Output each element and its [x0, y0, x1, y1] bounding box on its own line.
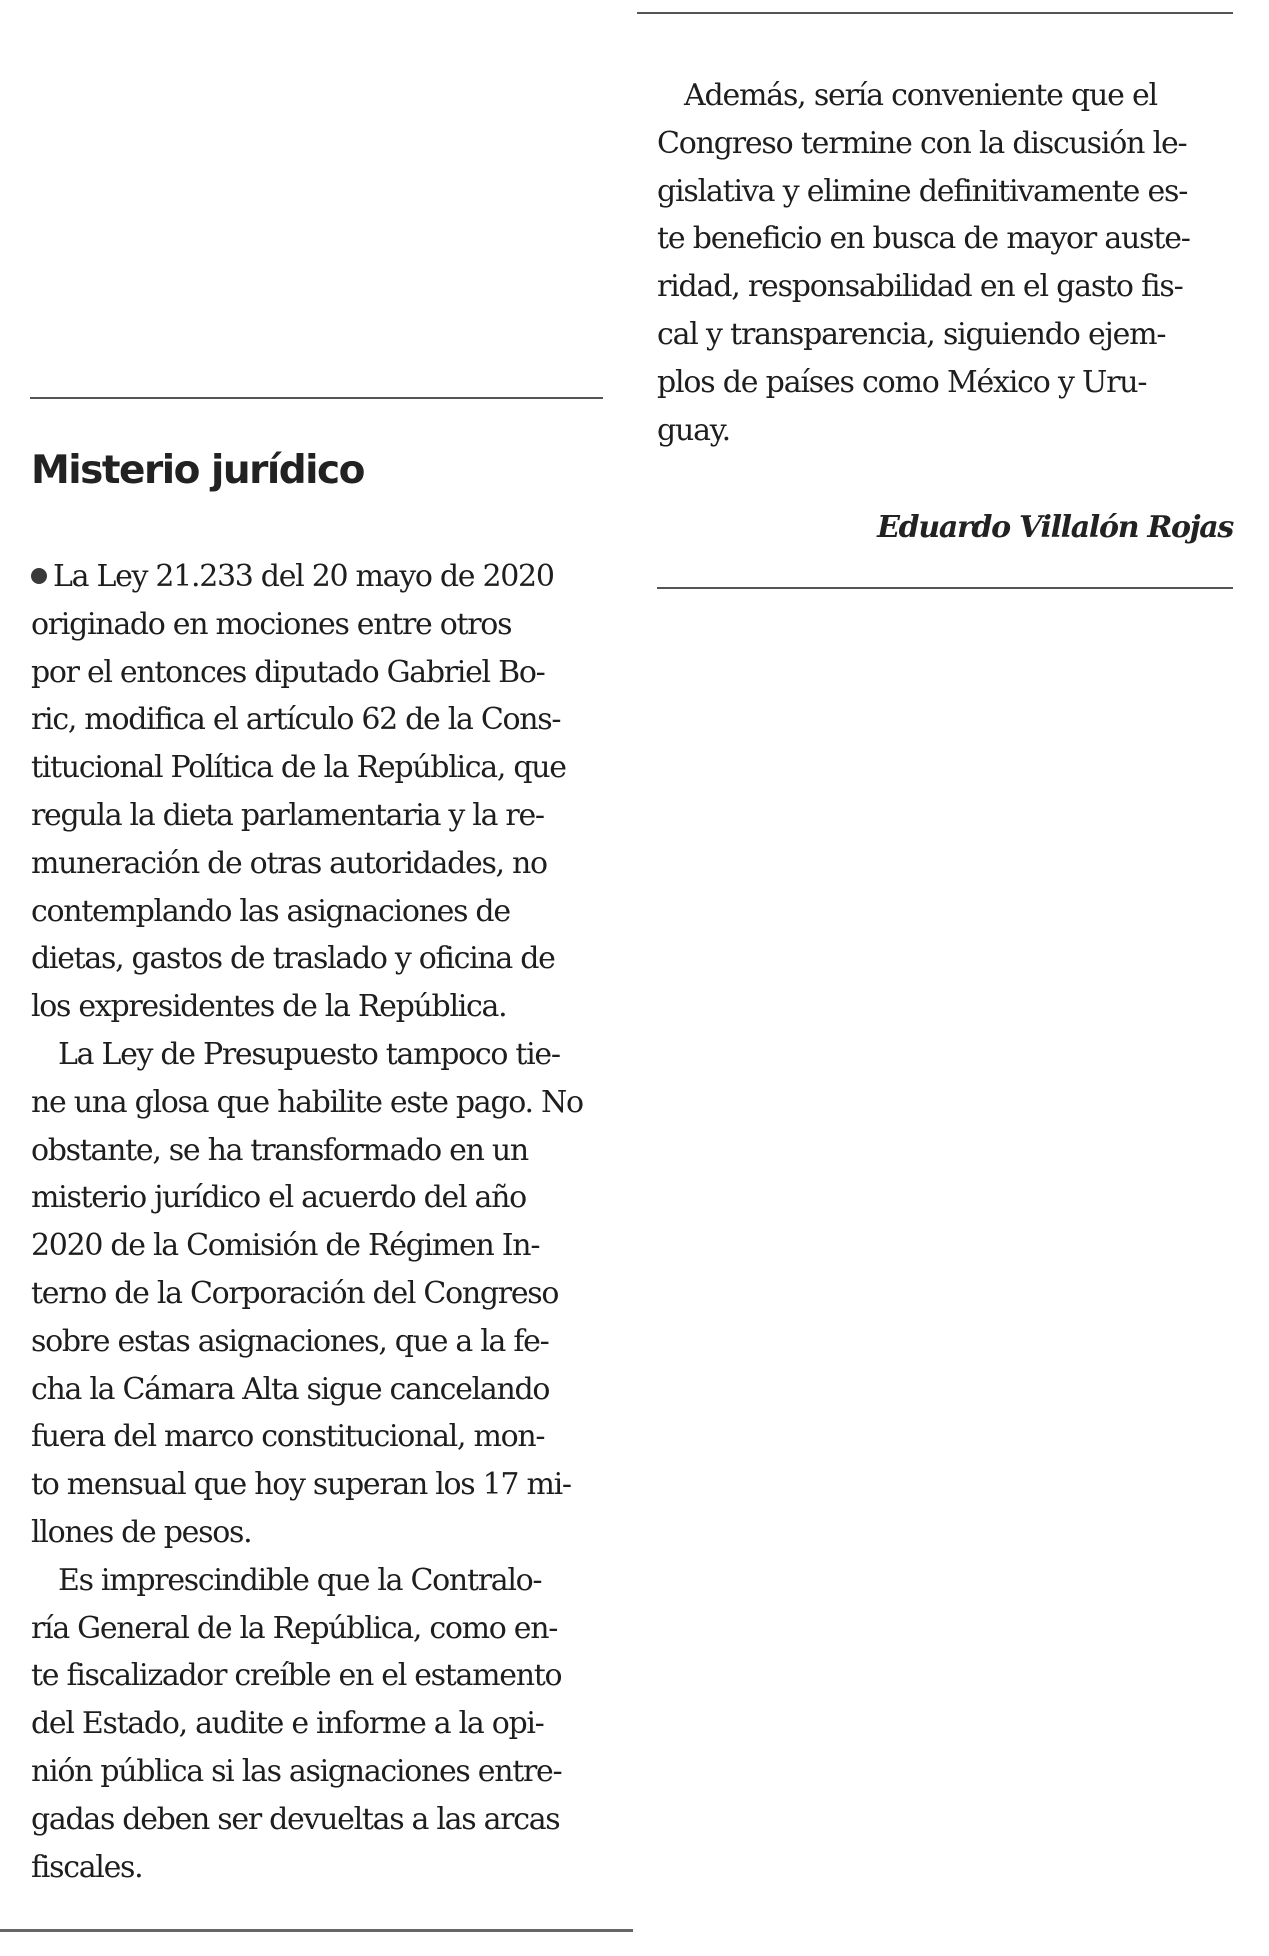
body-line: guay. [657, 412, 730, 448]
body-line: La Ley 21.233 del 20 mayo de 2020 [31, 553, 604, 601]
body-line: fuera del marco constitucional, mon- [31, 1419, 545, 1455]
body-line: obstante, se ha transformado en un [31, 1132, 528, 1168]
body-line: dietas, gastos de traslado y oficina de [31, 941, 555, 977]
body-line: cha la Cámara Alta sigue cancelando [31, 1371, 550, 1407]
body-line: del Estado, audite e informe a la opi- [31, 1706, 544, 1742]
body-line: muneración de otras autoridades, no [31, 845, 547, 881]
letter-body-right [657, 72, 1233, 454]
body-line: Congreso termine con la discusión le- [657, 125, 1187, 161]
body-line: titucional Política de la República, que [31, 750, 566, 786]
body-line: llones de pesos. [31, 1514, 252, 1550]
column-divider-left [30, 397, 603, 399]
body-line: fiscales. [31, 1849, 143, 1885]
body-line: ric, modifica el artículo 62 de la Cons- [31, 702, 561, 738]
body-line: contemplando las asignaciones de [31, 893, 510, 929]
body-line: te beneficio en busca de mayor auste- [657, 221, 1190, 257]
body-line: misterio jurídico el acuerdo del año [31, 1180, 526, 1216]
body-line: terno de la Corporación del Congreso [31, 1275, 559, 1311]
body-line: regula la dieta parlamentaria y la re- [31, 797, 544, 833]
body-line: sobre estas asignaciones, que a la fe- [31, 1323, 549, 1359]
bullet-icon [31, 568, 47, 584]
body-line: por el entonces diputado Gabriel Bo- [31, 654, 545, 690]
body-line: ridad, responsabilidad en el gasto fis- [657, 269, 1183, 305]
body-line: gislativa y elimine definitivamente es- [657, 173, 1188, 209]
author-signature: Eduardo Villalón Rojas [877, 510, 1233, 545]
letter-body-left [31, 553, 604, 1891]
body-line: ne una glosa que habilite este pago. No [31, 1084, 583, 1120]
body-line: to mensual que hoy superan los 17 mi- [31, 1467, 571, 1503]
body-line: ría General de la República, como en- [31, 1610, 558, 1646]
body-line: 2020 de la Comisión de Régimen In- [31, 1228, 540, 1264]
letter-title: Misterio jurídico [31, 448, 364, 493]
body-line: te fiscalizador creíble en el estamento [31, 1658, 562, 1694]
page-bottom-rule [0, 1929, 633, 1932]
body-line: los expresidentes de la República. [31, 989, 507, 1025]
body-line: plos de países como México y Uru- [657, 364, 1147, 400]
body-line: Además, sería conveniente que el [684, 78, 1157, 113]
body-line: nión pública si las asignaciones entre- [31, 1753, 562, 1789]
body-line: cal y transparencia, siguiendo ejem- [657, 316, 1166, 352]
body-line: originado en mociones entre otros [31, 606, 512, 642]
body-line: Es imprescindible que la Contralo- [58, 1562, 542, 1598]
column-divider-top-right [637, 12, 1233, 14]
body-line: La Ley de Presupuesto tampoco tie- [58, 1036, 560, 1072]
body-line: gadas deben ser devueltas a las arcas [31, 1801, 560, 1837]
letter-end-divider [657, 587, 1233, 589]
